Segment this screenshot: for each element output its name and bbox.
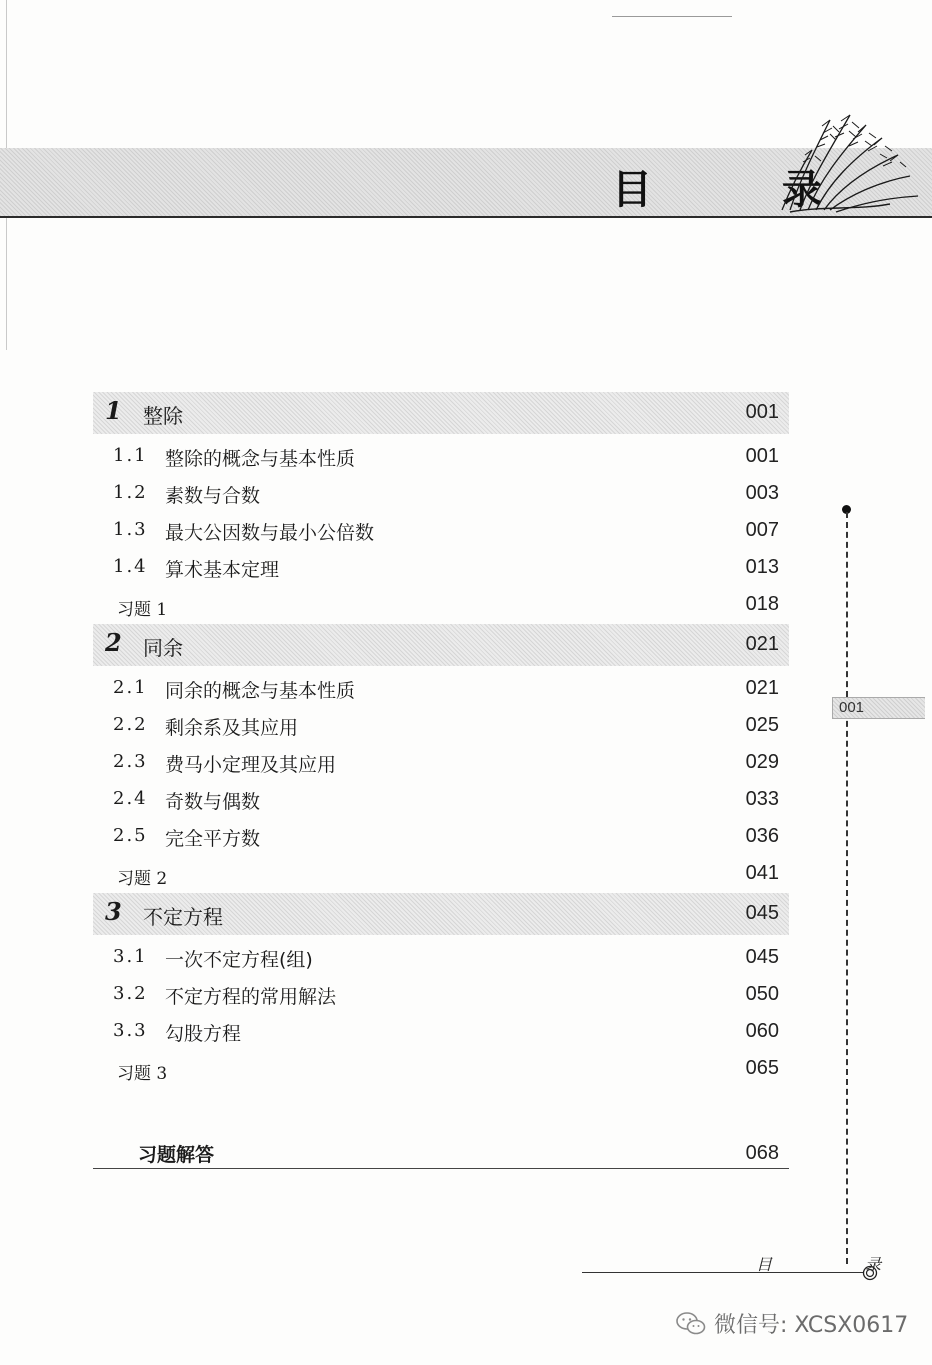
section-number: 2.5 (113, 825, 148, 846)
grass-icon (770, 100, 920, 218)
page-number: 045 (745, 902, 779, 924)
page-number: 068 (745, 1142, 779, 1164)
page-number: 050 (745, 983, 779, 1005)
section-title: 素数与合数 (165, 485, 261, 507)
side-page-tab (832, 697, 925, 719)
page-number: 045 (745, 946, 779, 968)
watermark (676, 1308, 908, 1339)
section-title: 勾股方程 (165, 1023, 242, 1045)
section-number: 3.2 (113, 983, 148, 1004)
side-page-number: 001 (839, 699, 865, 716)
section-title: 一次不定方程(组) (165, 949, 313, 971)
page-number: 021 (745, 633, 779, 655)
section-title: 整除的概念与基本性质 (165, 448, 356, 470)
chapter-heading[interactable] (93, 624, 789, 666)
section-number: 1.1 (113, 445, 148, 466)
exercise-title: 习题 2 (117, 869, 168, 889)
section-entry[interactable] (93, 782, 789, 819)
chapter-number: 2 (105, 628, 122, 657)
section-title: 奇数与偶数 (165, 791, 261, 813)
page-number: 065 (745, 1057, 779, 1079)
table-of-contents (93, 392, 789, 1088)
section-entry[interactable] (93, 439, 789, 476)
section-number: 2.2 (113, 714, 148, 735)
chapter-heading[interactable] (93, 893, 789, 935)
page-number: 013 (745, 556, 779, 578)
chapter-heading[interactable] (93, 392, 789, 434)
section-entry[interactable] (93, 977, 789, 1014)
page-number: 029 (745, 751, 779, 773)
chapter-number: 1 (105, 396, 122, 425)
page-number: 025 (745, 714, 779, 736)
page-number: 001 (745, 401, 779, 423)
page-number: 036 (745, 825, 779, 847)
footer-label: 目 录 (756, 1255, 926, 1274)
exercise-title: 习题 1 (117, 600, 168, 620)
answers-entry[interactable] (93, 1140, 789, 1169)
section-number: 1.3 (113, 519, 148, 540)
wechat-icon (676, 1311, 706, 1337)
double-circle-icon (862, 1265, 878, 1281)
section-number: 3.3 (113, 1020, 148, 1041)
section-title: 剩余系及其应用 (165, 717, 299, 739)
watermark-text: 微信号: XCSX0617 (714, 1313, 909, 1338)
page-number: 041 (745, 862, 779, 884)
section-entry[interactable] (93, 550, 789, 587)
page-number: 003 (745, 482, 779, 504)
chapter-title: 同余 (143, 636, 183, 660)
section-number: 2.3 (113, 751, 148, 772)
section-title: 最大公因数与最小公倍数 (165, 522, 375, 544)
chapter-title: 不定方程 (143, 905, 223, 929)
section-entry[interactable] (93, 819, 789, 856)
exercise-entry[interactable] (93, 856, 789, 893)
section-title: 不定方程的常用解法 (165, 986, 337, 1008)
section-title: 费马小定理及其应用 (165, 754, 337, 776)
section-title: 完全平方数 (165, 828, 261, 850)
page-number: 001 (745, 445, 779, 467)
section-number: 2.1 (113, 677, 148, 698)
section-entry[interactable] (93, 476, 789, 513)
section-number: 1.2 (113, 482, 148, 503)
footer-rule (582, 1272, 864, 1273)
page-number: 018 (745, 593, 779, 615)
section-entry[interactable] (93, 708, 789, 745)
section-entry[interactable] (93, 1014, 789, 1051)
page-number: 021 (745, 677, 779, 699)
exercise-title: 习题 3 (117, 1064, 168, 1084)
section-entry[interactable] (93, 671, 789, 708)
section-entry[interactable] (93, 940, 789, 977)
chapter-number: 3 (105, 897, 122, 926)
chapter-title: 整除 (143, 404, 183, 428)
page-number: 060 (745, 1020, 779, 1042)
section-number: 1.4 (113, 556, 148, 577)
page-number: 033 (745, 788, 779, 810)
margin-dashed-line (846, 512, 848, 1264)
exercise-entry[interactable] (93, 587, 789, 624)
section-number: 2.4 (113, 788, 148, 809)
exercise-entry[interactable] (93, 1051, 789, 1088)
section-entry[interactable] (93, 513, 789, 550)
page-title: 目 录 (612, 167, 880, 213)
section-number: 3.1 (113, 946, 148, 967)
page-number: 007 (745, 519, 779, 541)
top-rule (612, 16, 732, 17)
answers-title: 习题解答 (138, 1144, 215, 1166)
section-title: 算术基本定理 (165, 559, 280, 581)
section-entry[interactable] (93, 745, 789, 782)
section-title: 同余的概念与基本性质 (165, 680, 356, 702)
